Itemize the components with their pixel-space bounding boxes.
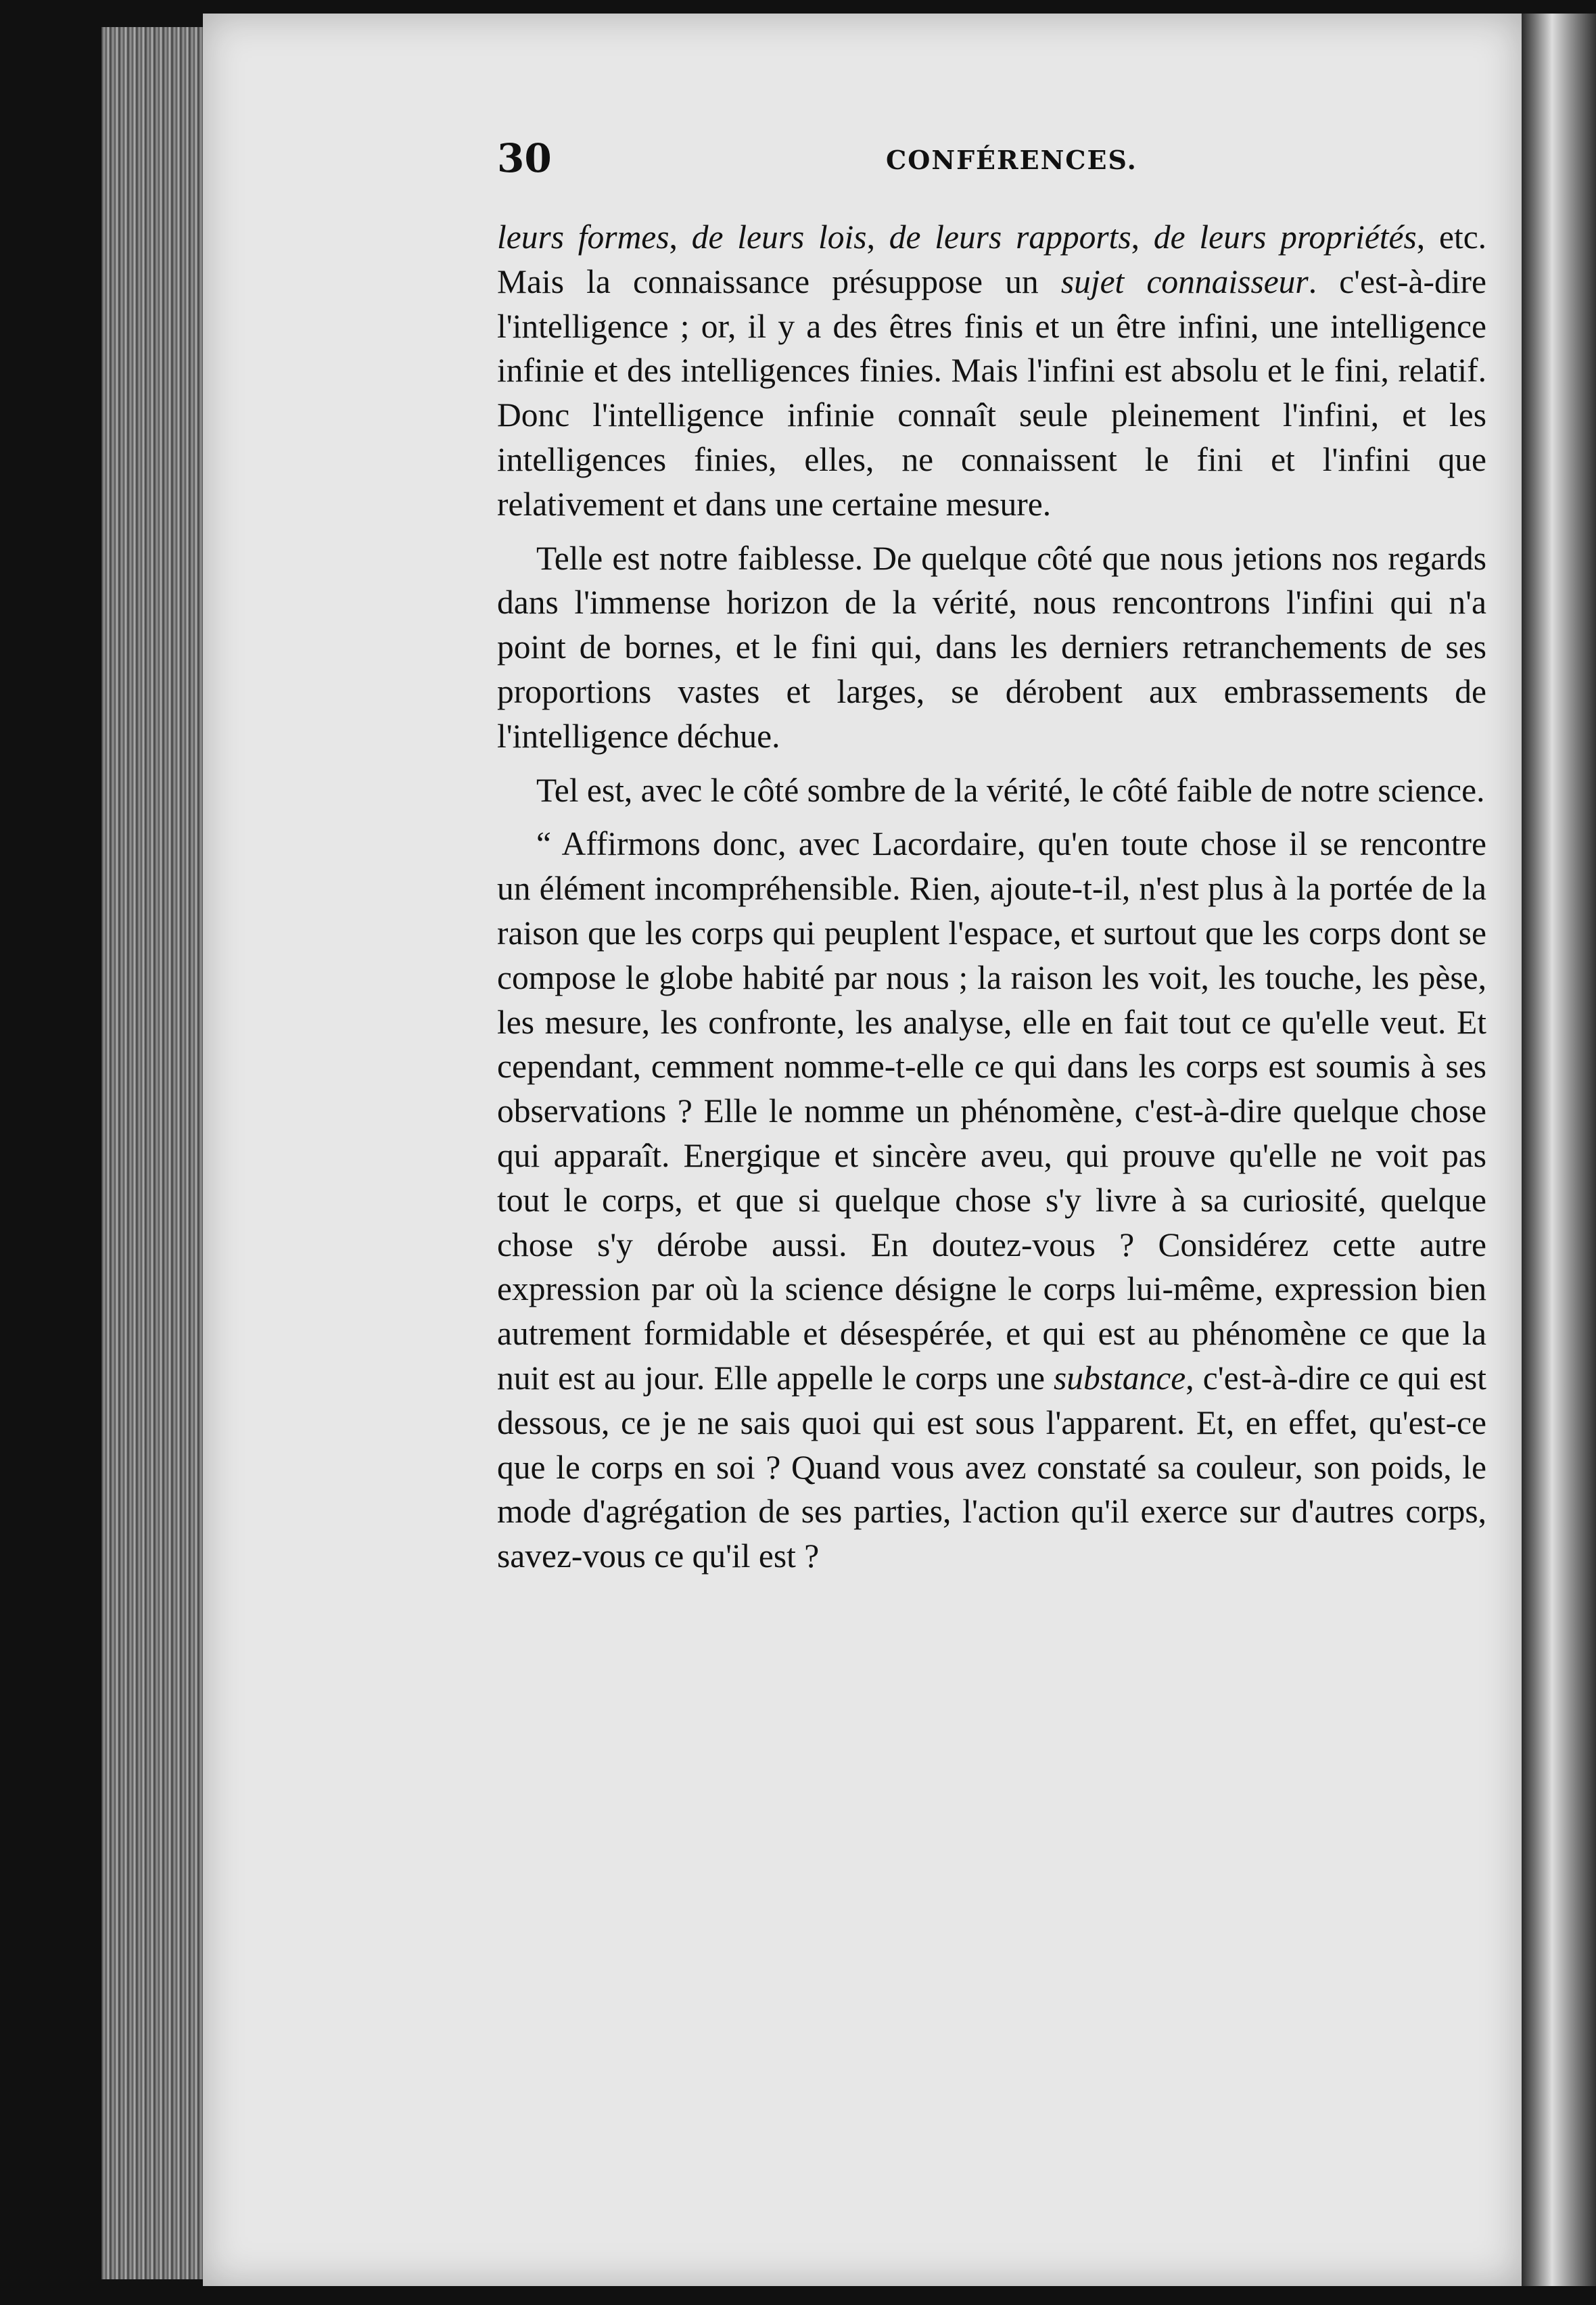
text-segment: “ Affirmons donc, avec Lacordaire, qu'en toute chose il se rencontre un élément incompréhensible. Rien, ajoute-t-il, n'est plus à la portée de la raison que les corps qui peuplent l'espace, et surtout que les corps dont se compose le globe habité par nous ; la raison les voit, les touche, les pèse, les mesure, les confronte, les analyse, elle en fait tout ce qu'elle veut. Et cependant, cemment nomme-t-elle ce qui dans les corps est soumis à ses observations ? Elle le nomme un phénomène, c'est-à-dire quelque chose qui apparaît. Energique et sincère aveu, qui prouve qu'elle ne voit pas tout le corps, et que si quelque chose s'y livre à sa curiosité, quelque chose s'y dérobe aussi. En doutez-vous ? Considérez cette autre expression par où la science désigne le corps lui-même, expression bien autrement formidable et désespérée, et qui est au phénomène ce que la nuit est au jour. Elle appelle le corps une	[497, 825, 1486, 1397]
page-edges-stack	[101, 27, 216, 2279]
text-segment: ,	[669, 218, 692, 256]
page-number: 30	[497, 135, 552, 181]
italic-text-segment: de leurs lois	[691, 218, 867, 256]
text-segment: , etc. Mais la connaissance présuppose un	[497, 218, 1487, 300]
paragraph-4	[497, 822, 1486, 1579]
text-segment: ,	[866, 218, 889, 256]
book-binding-edge	[1522, 14, 1596, 2286]
text-segment: Tel est, avec le côté sombre de la vérité, le côté faible de notre science.	[536, 771, 1485, 809]
text-segment: . c'est-à-dire l'intelligence ; or, il y a des êtres finis et un être infini, une intelligence infinie et des intelligences finies. Mais l'infini est absolu et le fini, relatif. Donc l'intelligence infinie connaît seule pleinement l'infini, et les intelligences finies, elles, ne connaissent le fini et l'infini que relativement et dans une certaine mesure.	[497, 262, 1486, 523]
italic-text-segment: de leurs rapports	[889, 218, 1131, 256]
italic-text-segment: de leurs propriétés	[1153, 218, 1417, 256]
body-text	[497, 215, 1486, 1579]
text-segment: ,	[1131, 218, 1154, 256]
italic-text-segment: leurs formes	[497, 218, 670, 256]
text-segment: Telle est notre faiblesse. De quelque côté que nous jetions nos regards dans l'immense horizon de la vérité, nous rencontrons l'infini qui n'a point de bornes, et le fini qui, dans les derniers retranchements de ses proportions vastes et larges, se dérobent aux embrassements de l'intelligence déchue.	[497, 539, 1486, 755]
text-segment: , c'est-à-dire ce qui est dessous, ce je ne sais quoi qui est sous l'apparent. Et, en effet, qu'est-ce que le corps en soi ? Quand vous avez constaté sa couleur, son poids, le mode d'agrégation de ses parties, l'action qu'il exerce sur d'autres corps, savez-vous ce qu'il est ?	[497, 1359, 1486, 1575]
paragraph-1	[497, 215, 1486, 527]
running-title: CONFÉRENCES.	[886, 145, 1137, 175]
italic-text-segment: sujet connaisseur	[1060, 262, 1309, 300]
italic-text-segment: substance	[1054, 1359, 1186, 1397]
running-head	[0, 135, 1596, 189]
paragraph-3	[497, 768, 1486, 813]
paragraph-2	[497, 536, 1486, 759]
